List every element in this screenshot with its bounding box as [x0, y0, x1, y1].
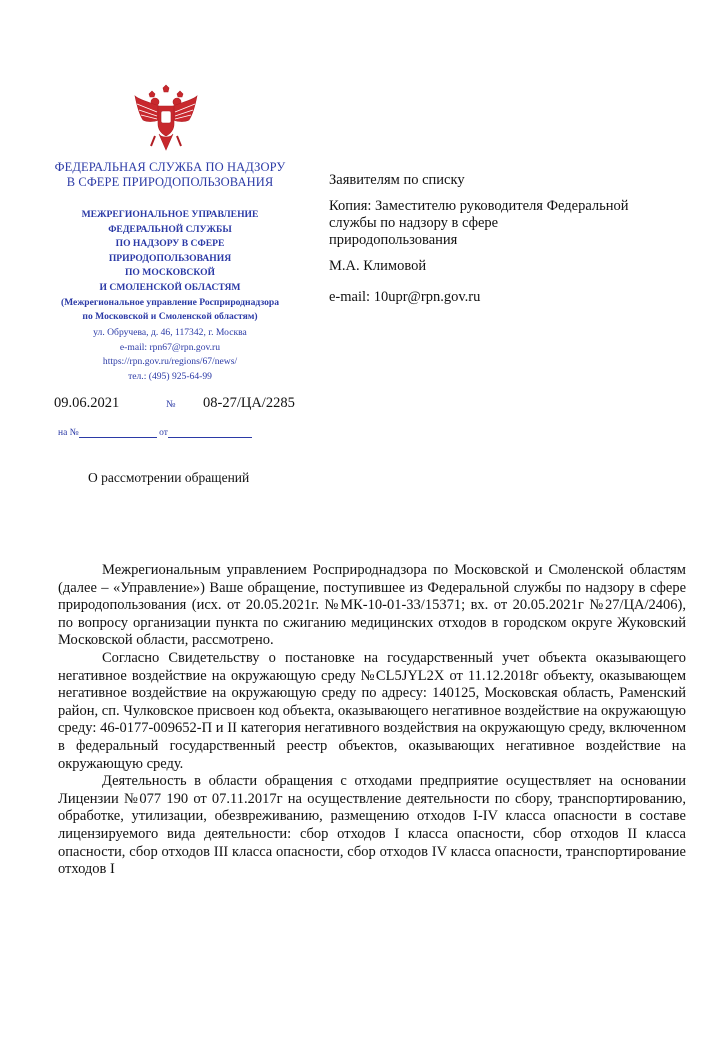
office-website: https://rpn.gov.ru/regions/67/news/ — [102, 356, 238, 368]
document-date: 09.06.2021 — [54, 395, 120, 411]
ref-on-label: на № — [58, 428, 79, 438]
recipient-line: Заявителям по списку — [329, 172, 465, 188]
office-address: ул. Обручева, д. 46, 117342, г. Москва — [93, 327, 247, 338]
office-name-line: ФЕДЕРАЛЬНОЙ СЛУЖБЫ — [108, 223, 232, 235]
office-name-line: по Московской и Смоленской областям) — [82, 311, 258, 323]
russian-coat-of-arms-icon — [133, 84, 199, 154]
office-name-line: ПО НАДЗОРУ В СФЕРЕ — [115, 238, 225, 250]
recipient-name: М.А. Климовой — [329, 258, 427, 274]
ref-date-blank — [168, 428, 252, 438]
office-email: e-mail: rpn67@rpn.gov.ru — [119, 341, 221, 353]
body-paragraph: Деятельность в области обращения с отходами предприятие осуществляет на основании Лицензии №077 190 от 07.11.2017г на осуществление деятельности по сбору, транспортированию, обработке, утилизации, обезвреживанию, размещению отходов I-IV класса опасности в составе лицензируемого вида деятельности: сбор отходов I класса опасности, сбор отходов II класса опасности, сбор отходов III класса опасности, сбор отходов IV класса опасности, транспортирование отходов I — [58, 773, 686, 878]
org-title-line: В СФЕРЕ ПРИРОДОПОЛЬЗОВАНИЯ — [66, 175, 274, 189]
office-phone: тел.: (495) 925-64-99 — [128, 370, 212, 382]
reference-line — [58, 428, 252, 438]
contact-info — [30, 326, 310, 384]
ref-from-label: от — [159, 428, 168, 438]
office-name-line: (Межрегиональное управление Росприроднадзора — [60, 296, 280, 308]
letter-subject: О рассмотрении обращений — [88, 470, 250, 485]
recipient-copy: Копия: Заместителю руководителя Федеральной службы по надзору в сфере природопользования — [329, 198, 629, 248]
number-sign: № — [166, 399, 176, 410]
letter-body — [58, 562, 686, 879]
org-title-line: ФЕДЕРАЛЬНАЯ СЛУЖБА ПО НАДЗОРУ — [54, 160, 286, 174]
document-number: 08-27/ЦА/2285 — [203, 395, 295, 411]
ref-number-blank — [79, 428, 157, 438]
regional-office-name — [30, 208, 310, 325]
office-name-line: ПРИРОДОПОЛЬЗОВАНИЯ — [108, 252, 232, 264]
office-name-line: И СМОЛЕНСКОЙ ОБЛАСТЯМ — [99, 281, 241, 293]
office-name-line: ПО МОСКОВСКОЙ — [124, 267, 216, 279]
recipient-email: e-mail: 10upr@rpn.gov.ru — [329, 289, 481, 305]
body-paragraph: Межрегиональным управлением Росприроднадзора по Московской и Смоленской областям (далее – «Управление») Ваше обращение, поступившее из Федеральной службы по надзору в сфере природопользования (исх. от 20.05.2021г. №МК-10-01-33/15371; вх. от 20.05.2021г №27/ЦА/2406), по вопросу организации пункта по сжиганию медицинских отходов в городском округе Жуковский Московской области, рассмотрено. — [58, 562, 686, 649]
org-title — [30, 160, 310, 190]
body-paragraph: Согласно Свидетельству о постановке на государственный учет объекта оказывающего негативное воздействие на окружающую среду №CL5JYL2X от 11.12.2018г объекту, оказывающем негативное воздействие на окружающую среду по адресу: 140125, Московская область, Раменский район, сп. Чулковское присвоен код объекта, оказывающего негативное воздействие на окружающую среду: 46-0177-009652-П и II категория негативного воздействия на окружающую среду, включенном в федеральный государственный реестр объектов, оказывающих негативное воздействие на окружающую среду. — [58, 649, 686, 772]
office-name-line: МЕЖРЕГИОНАЛЬНОЕ УПРАВЛЕНИЕ — [81, 209, 259, 220]
recipient-block — [329, 172, 629, 315]
